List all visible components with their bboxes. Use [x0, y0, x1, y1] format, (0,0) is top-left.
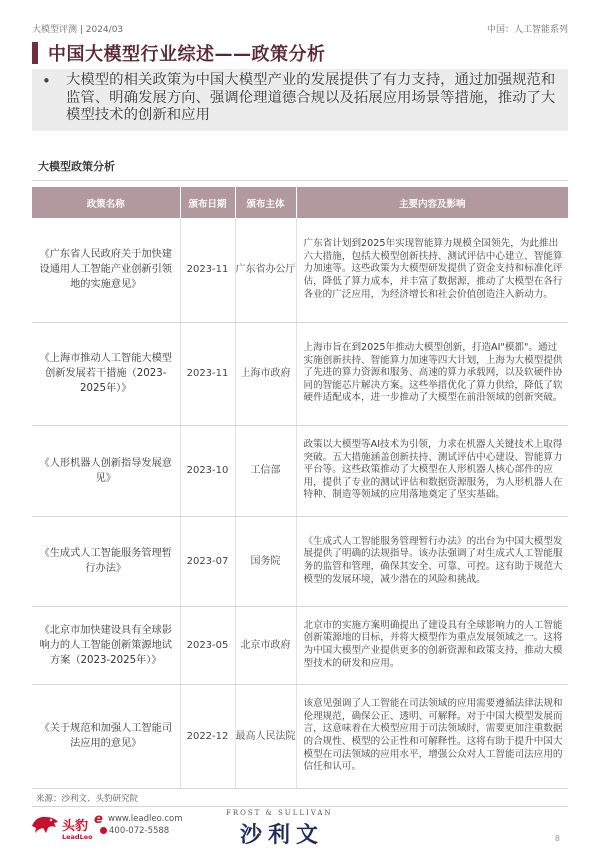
page-header	[0, 0, 600, 40]
table-row	[32, 684, 568, 788]
bullet-icon: •	[42, 72, 51, 90]
issuer: 最高人民法院	[235, 684, 296, 788]
website-link[interactable]: www.leadleo.com	[108, 814, 183, 824]
header-policy-name: 政策名称	[32, 187, 180, 218]
policy-name: 《广东省人民政府关于加快建设通用人工智能产业创新引领地的实施意见》	[32, 218, 180, 322]
issuer: 上海市政府	[235, 322, 296, 425]
issue-date: 2023-11	[180, 218, 235, 322]
policy-content: 该意见强调了人工智能在司法领域的应用需要遵循法律法规和伦理规范，确保公正、透明、可解释。对于中国大模型发展而言，这意味着在大模型应用于司法领域时，需要更加注重数据的合规性、模型的公正性和可解释性。这将有助于提升中国大模型在司法领域的应用水平，增强公众对人工智能司法应用的信任和认可。	[296, 684, 568, 788]
policy-name: 《生成式人工智能服务管理暂行办法》	[32, 516, 180, 606]
table-row	[32, 425, 568, 516]
policy-name: 《人形机器人创新指导发展意见》	[32, 425, 180, 516]
partner-name-en: FROST & SULLIVAN	[226, 809, 333, 817]
issue-date: 2023-11	[180, 322, 235, 425]
table-header-row	[32, 187, 568, 218]
policy-name: 《上海市推动人工智能大模型创新发展若干措施（2023-2025年）》	[32, 322, 180, 425]
policy-content: 北京市的实施方案明确提出了建设具有全球影响力的人工智能创新策源地的目标，并将大模型作为重点发展领域之一。这将为中国大模型产业提供更多的创新资源和政策支持，推动大模型技术的研发和应用。	[296, 606, 568, 684]
source-note: 来源：沙利文、头豹研究院	[36, 794, 139, 804]
issue-date: 2023-07	[180, 516, 235, 606]
series-label: 中国：人工智能系列	[486, 25, 568, 35]
phone-icon	[100, 827, 107, 834]
issue-date: 2023-05	[180, 606, 235, 684]
phone-number	[100, 826, 169, 836]
summary-text: 大模型的相关政策为中国大模型产业的发展提供了有力支持，通过加强规范和监管、明确发展方向、强调伦理道德合规以及拓展应用场景等措施，推动了大模型技术的创新和应用	[66, 72, 556, 123]
policy-table	[32, 187, 568, 789]
policy-content: 《生成式人工智能服务管理暂行办法》的出台为中国大模型发展提供了明确的法规指导。该办法强调了对生成式人工智能服务的监管和管理，确保其安全、可靠、可控。这有助于规范大模型的发展环境，减少潜在的风险和挑战。	[296, 516, 568, 606]
table-row	[32, 516, 568, 606]
table-row	[32, 606, 568, 684]
header-content: 主要内容及影响	[296, 187, 568, 218]
footer-divider	[32, 806, 568, 807]
brand-name-en: LeadLeo	[62, 833, 93, 841]
phone-text: 400-072-5588	[109, 826, 170, 836]
page-number: 8	[554, 834, 560, 843]
issue-date: 2023-10	[180, 425, 235, 516]
policy-name: 《关于规范和加强人工智能司法应用的意见》	[32, 684, 180, 788]
issuer: 国务院	[235, 516, 296, 606]
leadleo-logo-icon	[30, 812, 60, 836]
policy-content: 政策以大模型等AI技术为引领，力求在机器人关键技术上取得突破。五大措施涵盖创新扶持、测试评估中心建设、智能算力平台等。这些政策推动了大模型在人形机器人核心部件的应用，提供了专业的测试评估和数据资源服务，为人形机器人在特种、制造等领域的应用落地奠定了坚实基础。	[296, 425, 568, 516]
brand-name-cn: 头豹	[62, 819, 89, 834]
partner-name-cn: 沙利文	[240, 823, 325, 848]
brand-e-mark: e	[94, 812, 103, 827]
section-title: 大模型政策分析	[38, 160, 115, 173]
report-label: 大模型评测 | 2024/03	[32, 25, 124, 35]
policy-content: 广东省计划到2025年实现智能算力规模全国领先，为此推出六大措施，包括大模型创新扶持、测试评估中心建立、智能算力加速等。这些政策为大模型研发提供了资金支持和标准化评估，降低了算力成本，并丰富了数据源，推动了大模型在各行各业的广泛应用，为经济增长和社会价值创造注入新动力。	[296, 218, 568, 322]
issuer: 工信部	[235, 425, 296, 516]
table-row	[32, 322, 568, 425]
title-bar	[32, 40, 326, 66]
policy-content: 上海市旨在到2025年推动大模型创新，打造AI"模都"。通过实施创新扶持、智能算力加速等四大计划，上海为大模型提供了先进的算力资源和服务、高速的算力承载网，以及软硬件协同的智能芯片解决方案。这些举措优化了算力供给，降低了软硬件适配成本，进一步推动了大模型在前沿领域的创新突破。	[296, 322, 568, 425]
title-accent-bar	[32, 42, 38, 64]
issue-date: 2022-12	[180, 684, 235, 788]
header-issue-date: 颁布日期	[180, 187, 235, 218]
policy-name: 《北京市加快建设具有全球影响力的人工智能创新策源地试方案（2023-2025年）》	[32, 606, 180, 684]
header-issuer: 颁布主体	[235, 187, 296, 218]
issuer: 广东省办公厅	[235, 218, 296, 322]
table-row	[32, 218, 568, 322]
section-divider	[32, 180, 568, 181]
issuer: 北京市政府	[235, 606, 296, 684]
page-title: 中国大模型行业综述——政策分析	[48, 44, 326, 65]
